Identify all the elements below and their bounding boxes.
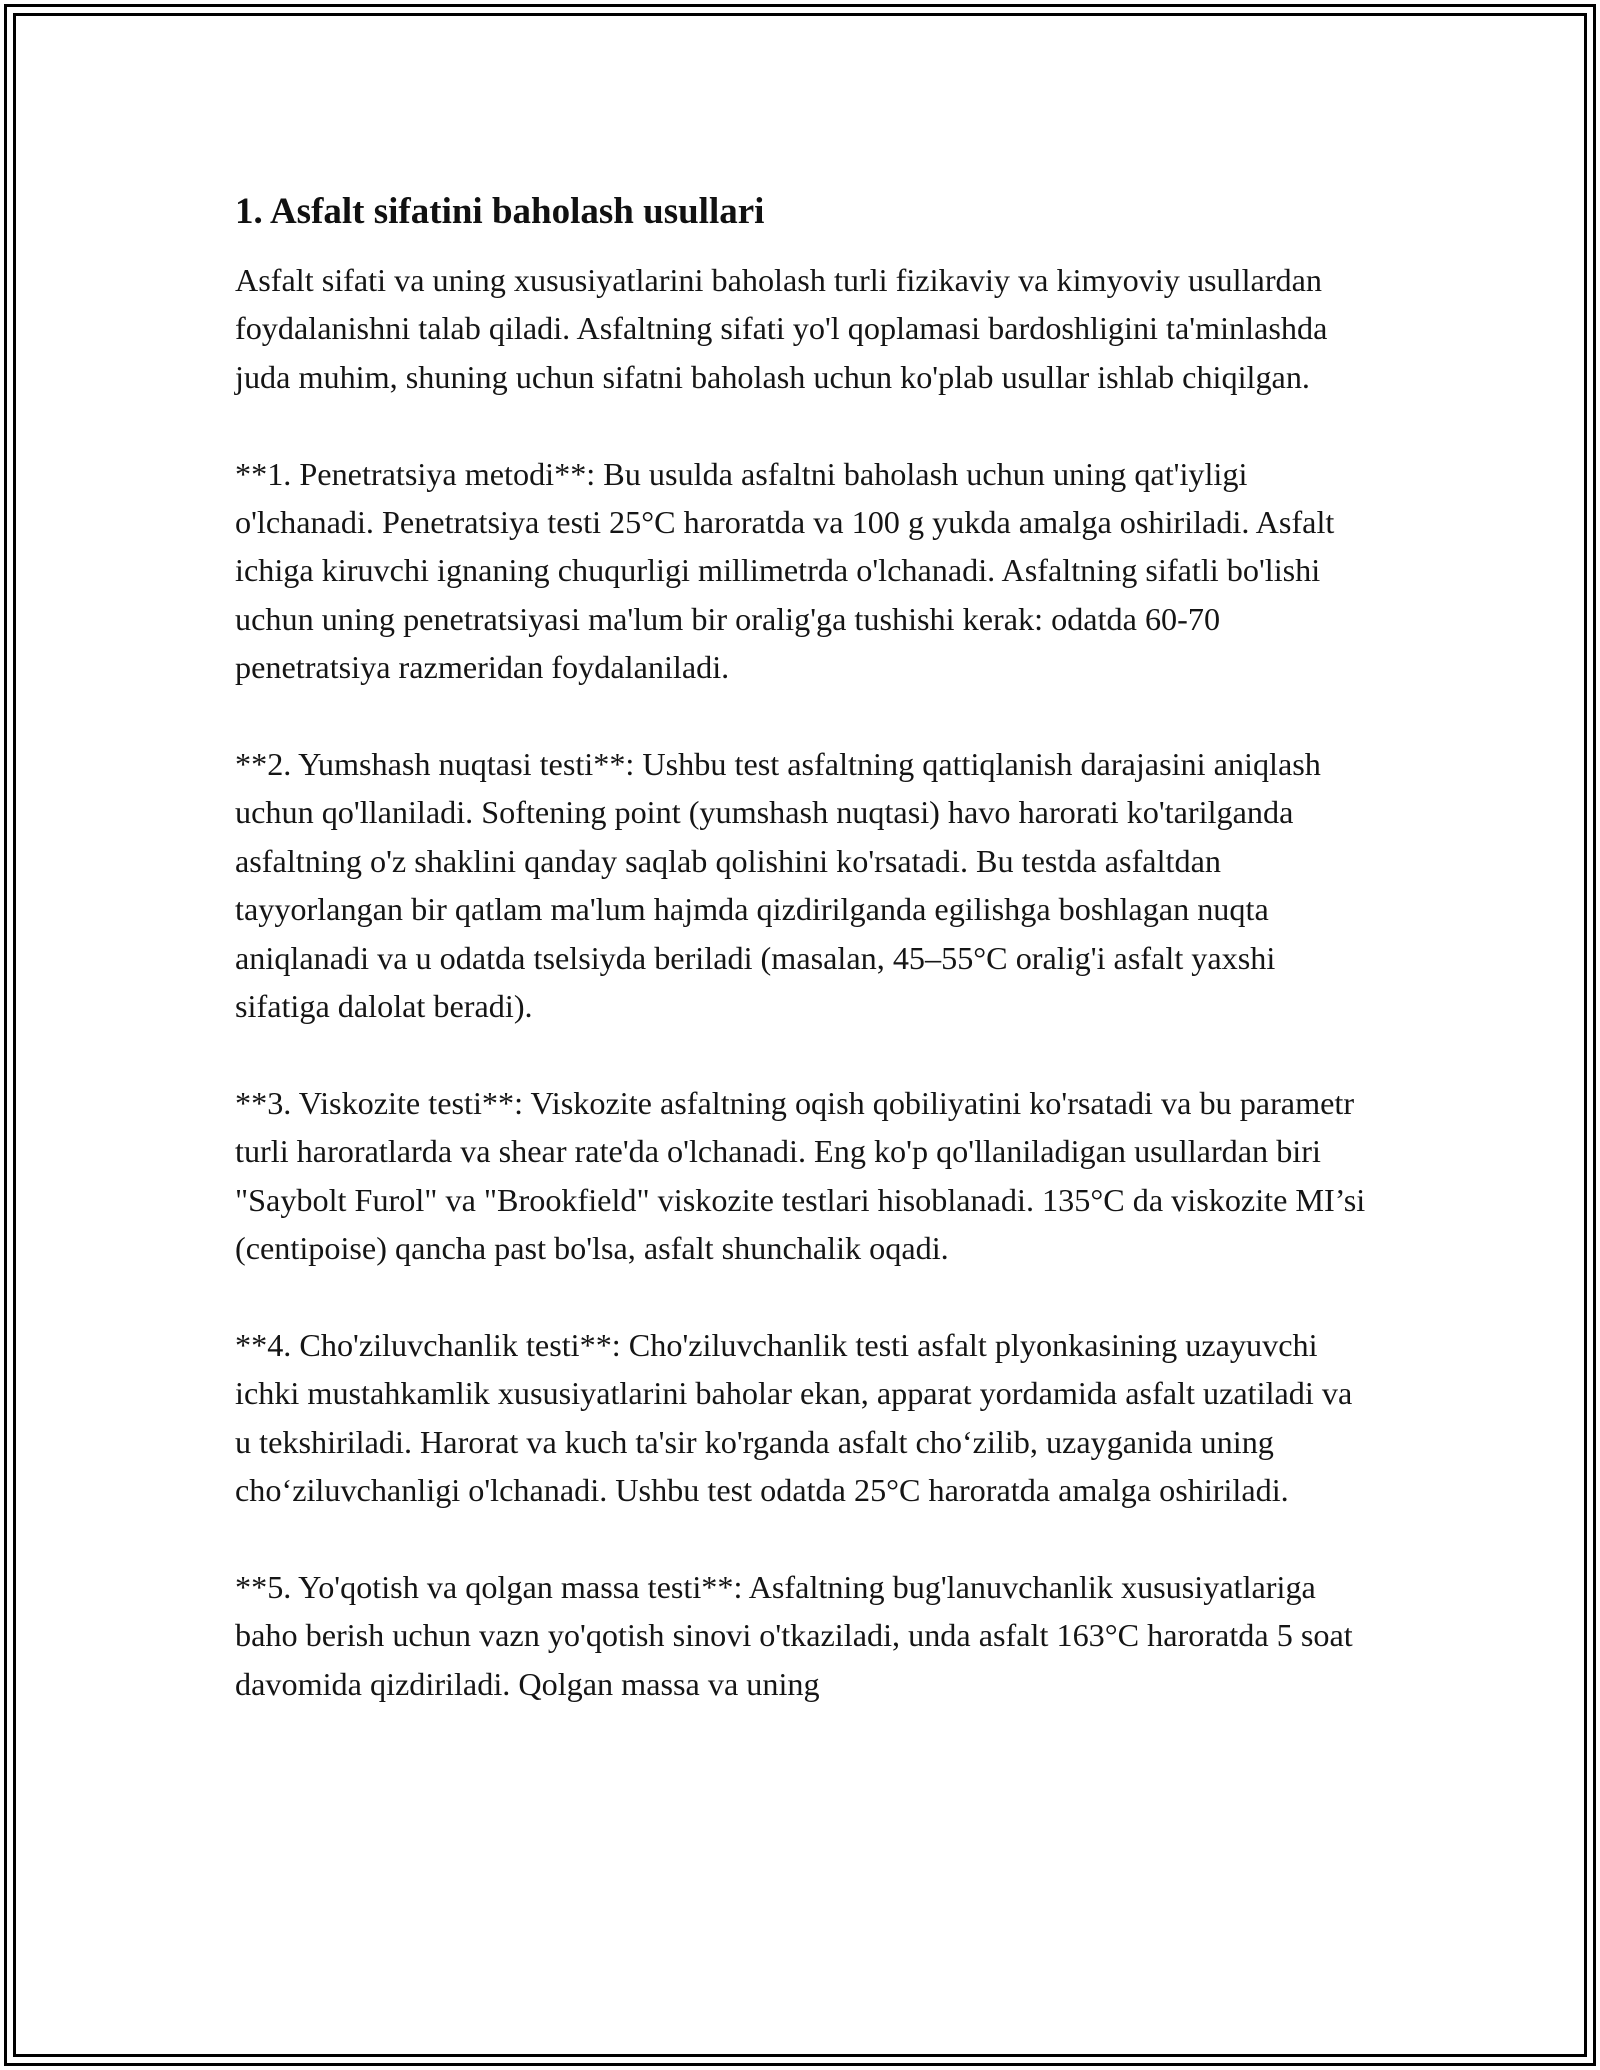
- mass-loss-test-paragraph: **5. Yo'qotish va qolgan massa testi**: Asfaltning bug'lanuvchanlik xususiyatlariga baho berish uchun vazn yo'qotish sinovi o'tkaziladi, unda asfalt 163°C haroratda 5 soat davomida qizdiriladi. Qolgan massa va uning: [235, 1568, 1353, 1702]
- section-heading: 1. Asfalt sifatini baholash usullari: [235, 191, 765, 232]
- softening-point-paragraph: **2. Yumshash nuqtasi testi**: Ushbu test asfaltning qattiqlanish darajasini aniqlash uchun qo'llaniladi. Softening point (yumshash nuqtasi) havo harorati ko'tarilganda asfaltning o'z shaklini qanday saqlab qolishini ko'rsatadi. Bu testda asfaltdan tayyorlangan bir qatlam ma'lum hajmda qizdirilganda egilishga boshlagan nuqta aniqlanadi va u odatda tselsiyda beriladi (masalan, 45–55°C oralig'i asfalt yaxshi sifatiga dalolat beradi).: [235, 746, 1321, 1025]
- penetration-method-paragraph: **1. Penetratsiya metodi**: Bu usulda asfaltni baholash uchun uning qat'iyligi o'lchanadi. Penetratsiya testi 25°C haroratda va 100 g yukda amalga oshiriladi. Asfalt ichiga kiruvchi ignaning chuqurligi millimetrda o'lchanadi. Asfaltning sifatli bo'lishi uchun uning penetratsiyasi ma'lum bir oralig'ga tushishi kerak: odatda 60-70 penetratsiya razmeridan foydalaniladi.: [235, 455, 1335, 686]
- ductility-test-paragraph: **4. Cho'ziluvchanlik testi**: Cho'ziluvchanlik testi asfalt plyonkasining uzayuvchi ichki mustahkamlik xususiyatlarini baholar ekan, apparat yordamida asfalt uzatiladi va u tekshiriladi. Harorat va kuch ta'sir ko'rganda asfalt cho‘zilib, uzayganida uning cho‘ziluvchanligi o'lchanadi. Ushbu test odatda 25°C haroratda amalga oshiriladi.: [235, 1326, 1353, 1509]
- intro-paragraph: Asfalt sifati va uning xususiyatlarini baholash turli fizikaviy va kimyoviy usullardan foydalanishni talab qiladi. Asfaltning sifati yo'l qoplamasi bardoshligini ta'minlashda juda muhim, shuning uchun sifatni baholash uchun ko'plab usullar ishlab chiqilgan.: [235, 262, 1328, 395]
- document-body: [235, 186, 1375, 1757]
- viscosity-test-paragraph: **3. Viskozite testi**: Viskozite asfaltning oqish qobiliyatini ko'rsatadi va bu parametr turli haroratlarda va shear rate'da o'lchanadi. Eng ko'p qo'llaniladigan usullardan biri "Saybolt Furol" va "Brookfield" viskozite testlari hisoblanadi. 135°C da viskozite MI’si (centipoise) qancha past bo'lsa, asfalt shunchalik oqadi.: [235, 1084, 1366, 1267]
